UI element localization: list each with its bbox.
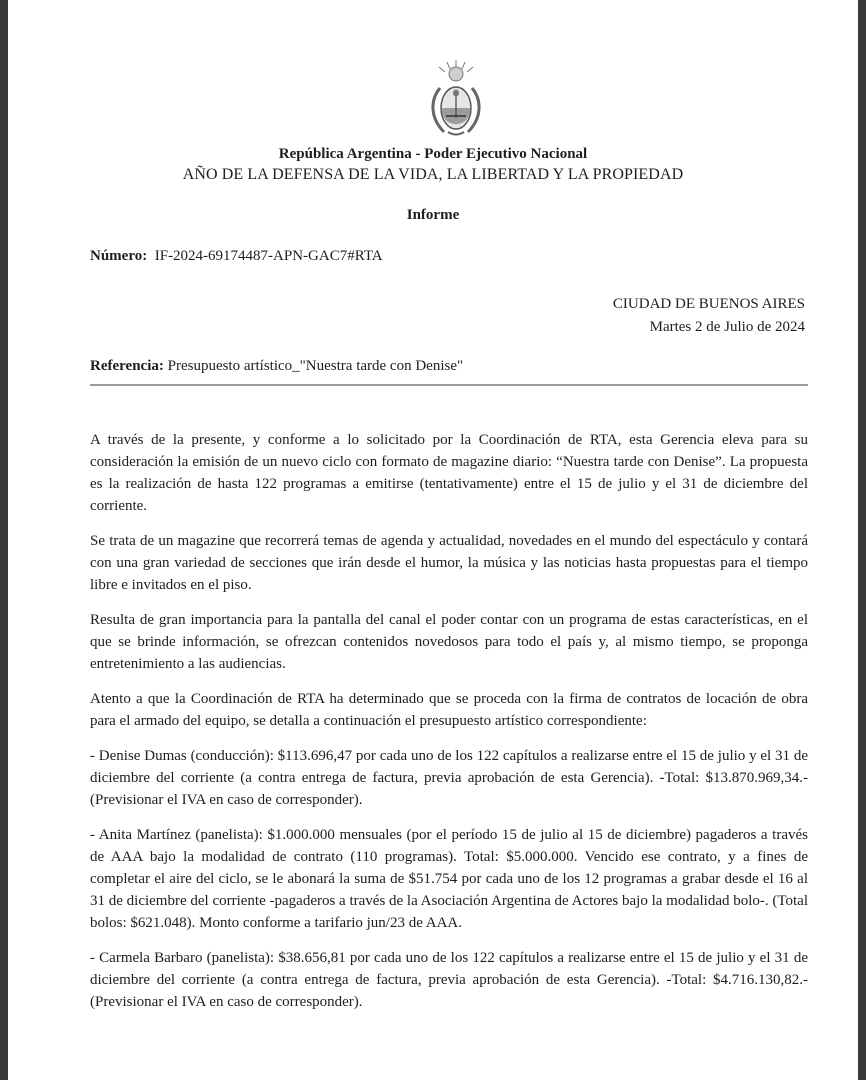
budget-item-denise-dumas: - Denise Dumas (conducción): $113.696,47 por cada uno de los 122 capítulos a realizarse entre el 15 de julio y el 31 de diciembre del corriente (a contra entrega de factura, previa aprobación de esta Gerencia). -Total: $13.870.969,34.- (Previsionar el IVA en caso de corresponder). bbox=[90, 748, 808, 808]
national-coat-of-arms-icon bbox=[426, 58, 486, 140]
place-and-date bbox=[613, 293, 805, 339]
body-paragraph: A través de la presente, y conforme a lo solicitado por la Coordinación de RTA, esta Gerencia eleva para su consideración la emisión de un nuevo ciclo con formato de magazine diario: “Nuestra tarde con Denise”. La propuesta es la realización de hasta 122 programas a emitirse (tentativamente) entre el 15 de julio y el 31 de diciembre del corriente. bbox=[90, 432, 808, 514]
document-header bbox=[8, 145, 858, 185]
year-motto-line: AÑO DE LA DEFENSA DE LA VIDA, LA LIBERTAD Y LA PROPIEDAD bbox=[182, 166, 684, 183]
budget-item-carmela-barbaro: - Carmela Barbaro (panelista): $38.656,81 por cada uno de los 122 capítulos a realizarse entre el 15 de julio y el 31 de diciembre del corriente (a contra entrega de factura, previa aprobación de esta Gerencia). -Total: $4.716.130,82.- (Previsionar el IVA en caso de corresponder). bbox=[90, 950, 808, 1010]
issuer-line: República Argentina - Poder Ejecutivo Nacional bbox=[278, 146, 588, 162]
reference bbox=[90, 358, 463, 375]
document-type: Informe bbox=[406, 207, 460, 223]
body-paragraph: Resulta de gran importancia para la pantalla del canal el poder contar con un programa de estas características, en el que se brinde información, se ofrezcan contenidos novedosos para todo el país y, al mismo tiempo, se proponga entretenimiento a las audiencias. bbox=[90, 612, 808, 672]
reference-label: Referencia: bbox=[90, 358, 164, 374]
divider bbox=[90, 384, 808, 386]
document-body bbox=[90, 429, 808, 1026]
document-number-value: IF-2024-69174487-APN-GAC7#RTA bbox=[154, 248, 383, 264]
document-page bbox=[8, 0, 858, 1080]
city: CIUDAD DE BUENOS AIRES bbox=[612, 296, 805, 312]
budget-item-anita-martinez: - Anita Martínez (panelista): $1.000.000 mensuales (por el período 15 de julio al 15 de diciembre) pagaderos a través de AAA bajo la modalidad de contrato (110 programas). Total: $5.000.000. Vencido ese contrato, y a fines de completar el aire del ciclo, se le abonará la suma de $51.754 por cada uno de los 12 programas a grabar desde el 16 al 31 de diciembre del corriente -pagaderos a través de la Asociación Argentina de Actores bajo la modalidad bolo-. (Total bolos: $621.048). Monto conforme a tarifario jun/23 de AAA. bbox=[90, 827, 809, 931]
body-paragraph: Atento a que la Coordinación de RTA ha determinado que se proceda con la firma de contratos de locación de obra para el armado del equipo, se detalla a continuación el presupuesto artístico correspondiente: bbox=[90, 691, 808, 729]
document-number-label: Número: bbox=[90, 248, 148, 264]
reference-value: Presupuesto artístico_"Nuestra tarde con Denise" bbox=[167, 358, 464, 374]
body-paragraph: Se trata de un magazine que recorrerá temas de agenda y actualidad, novedades en el mundo del espectáculo y contará con una gran variedad de secciones que irán desde el humor, la música y las noticias hasta propuestas para el tiempo libre e invitados en el piso. bbox=[90, 533, 808, 593]
document-number bbox=[90, 248, 383, 265]
date: Martes 2 de Julio de 2024 bbox=[649, 319, 805, 335]
